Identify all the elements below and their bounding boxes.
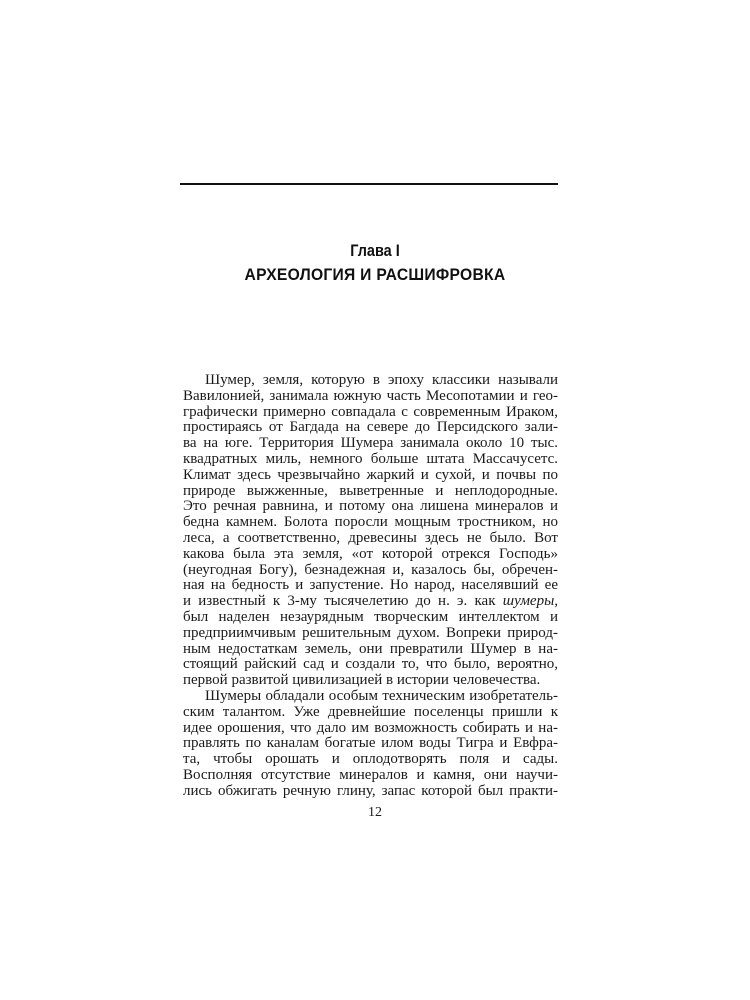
text-line: бедна камнем. Болота поросли мощным тростником, но	[183, 514, 558, 531]
chapter-title: АРХЕОЛОГИЯ И РАСШИФРОВКА	[244, 265, 506, 284]
text-line: первой развитой цивилизацией в истории человечества.	[183, 672, 541, 689]
text-line: Климат здесь чрезвычайно жаркий и сухой, и почвы по	[183, 466, 558, 483]
text-line: ва на юге. Территория Шумера занимала около 10 тыс.	[183, 435, 558, 452]
text-line: и известный к 3-му тысячелетию до н. э. как шумеры,	[183, 593, 558, 610]
text-line: ским талантом. Уже древнейшие поселенцы пришли к	[183, 703, 558, 720]
text-line: какова была эта земля, «от которой отрекся Господь»	[183, 545, 558, 562]
text-line: Шумер, земля, которую в эпоху классики называли	[205, 372, 558, 388]
page-number: 12	[368, 805, 382, 820]
text-line: стоящий райский сад и создали то, что было, вероятно,	[183, 656, 558, 673]
italic-term: шумеры	[495, 593, 555, 610]
text-line: леса, а соответственно, древесины здесь не было. Вот	[183, 529, 558, 546]
text-line: идее орошения, что дало им возможность собирать и на-	[183, 719, 558, 736]
text-line: природе выжженные, выветренные и неплодородные.	[183, 482, 558, 499]
paragraph-1	[183, 373, 558, 689]
chapter-number: Глава I	[350, 241, 400, 260]
text-line: был наделен незаурядным творческим интеллектом и	[183, 608, 558, 625]
text-line: правлять по каналам богатые илом воды Тигра и Евфра-	[183, 735, 558, 752]
text-line: ным недостаткам земель, они превратили Шумер в на-	[183, 640, 558, 657]
chapter-top-rule	[180, 183, 558, 185]
text-line: Это речная равнина, и потому она лишена минералов и	[183, 498, 558, 515]
text-line: предприимчивым решительным духом. Вопреки природ-	[183, 624, 558, 641]
text-line: Шумеры обладали особым техническим изобретатель-	[205, 687, 558, 704]
text-line: та, чтобы орошать и оплодотворять поля и сады.	[183, 751, 558, 768]
text-line: лись обжигать речную глину, запас которой был практи-	[183, 782, 558, 799]
text-line: (неугодная Богу), безнадежная и, казалось бы, обречен-	[183, 561, 558, 578]
text-line: Восполняя отсутствие минералов и камня, они научи-	[183, 766, 558, 783]
text-line: простираясь от Багдада на севере до Персидского зали-	[183, 419, 558, 436]
paragraph-2	[183, 689, 558, 800]
text-line: ная на бедность и запустение. Но народ, населявший ее	[183, 577, 558, 594]
text-line: квадратных миль, немного больше штата Массачусетс.	[183, 450, 558, 467]
text-line: графически примерно совпадала с современным Ираком,	[183, 403, 558, 420]
text-line: Вавилонией, занимала южную часть Месопотамии и гео-	[183, 387, 558, 404]
body-text	[183, 373, 558, 800]
